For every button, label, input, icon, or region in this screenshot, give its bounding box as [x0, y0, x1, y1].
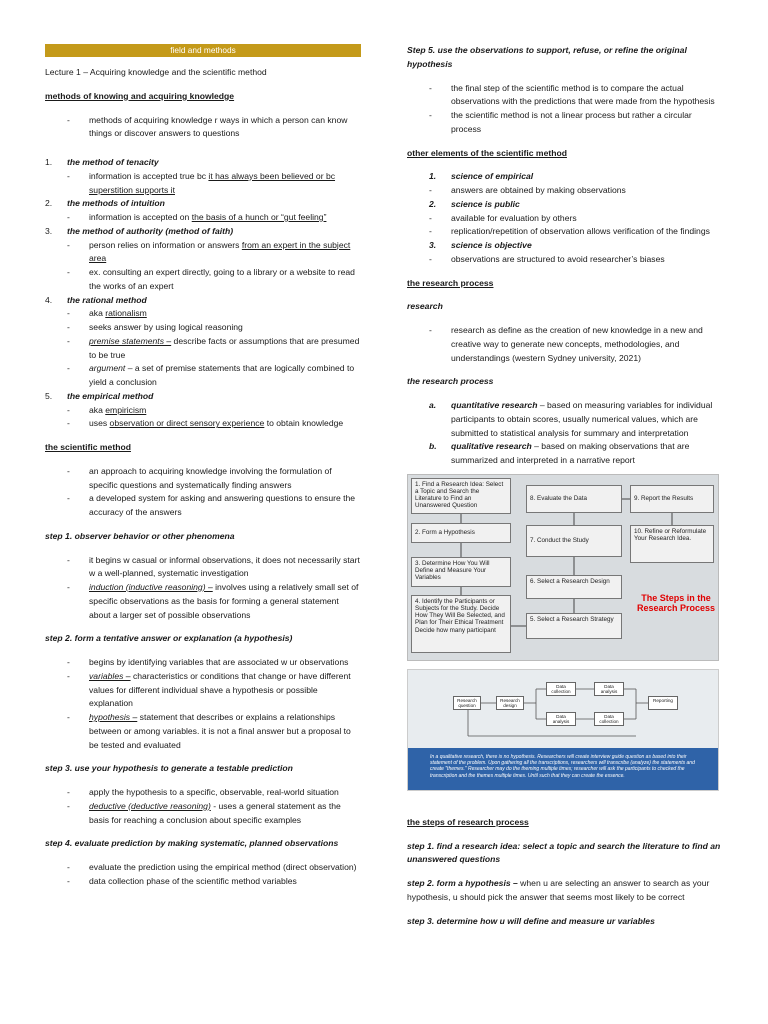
fig2-arrows	[408, 670, 718, 748]
method-empirical-title: 5. the empirical method	[45, 390, 154, 401]
element-objective-title: 3. science is objective	[429, 240, 532, 250]
scientific-method-desc-1: - an approach to acquiring knowledge involving the formulation of specific questions and systematically finding answers	[45, 465, 361, 493]
method-authority-title: 3. the method of authority (method of faith)	[45, 225, 234, 236]
fig-step-2: 2. Form a Hypothesis	[411, 523, 511, 543]
element-public-title: 2. science is public	[429, 198, 520, 209]
steps-research-heading: the steps of research process	[407, 816, 529, 827]
fig2-research-design: Research design	[496, 696, 524, 710]
element-empirical-desc: - answers are obtained by making observations	[407, 184, 723, 198]
step4-desc-2: - data collection phase of the scientific method variables	[45, 875, 361, 889]
research-step-1: step 1. find a research idea: select a topic and search the literature to find an unanswered questions	[407, 840, 721, 865]
research-steps-figure	[407, 474, 719, 661]
research-process-label: the research process	[407, 376, 494, 387]
methods-intro: - methods of acquiring knowledge r ways in which a person can know things or discover answers to questions	[45, 114, 361, 142]
step3-desc-1: - apply the hypothesis to a specific, observable, real-world situation	[45, 786, 361, 800]
fig-arrows	[408, 475, 718, 660]
fig2-caption: In a qualitative research, there is no hypothesis. Researchers will create interview guide question as based into their statement of the problem. Upon gathering all the transcriptions, researchers will transcribe (analyze) the statements and create "themes." Researcher may do the theming multiple times; researcher will ask the participants to checked the transcription and the themes multiple times. Until such that they can create the essence.	[430, 753, 695, 779]
step5-desc-1: - the final step of the scientific method is to compare the actual observations with the predictions that were made from the hypothesis	[407, 82, 723, 110]
fig-step-8: 8. Evaluate the Data	[526, 485, 622, 513]
fig-title: The Steps in the Research Process	[636, 592, 716, 614]
scientific-method-desc-2: - a developed system for asking and answering questions to ensure the accuracy of the answers	[45, 492, 361, 520]
element-objective-desc: - observations are structured to avoid researcher’s biases	[407, 253, 723, 267]
element-public-desc-1: - available for evaluation by others	[407, 212, 723, 226]
fig2-data-analysis-2: Data analysis	[546, 712, 576, 726]
research-step-2: step 2. form a hypothesis – when u are selecting an answer to search as your hypothesis, u should pick the answer that seems most likely to be correct	[407, 878, 710, 902]
fig-step-9: 9. Report the Results	[630, 485, 714, 513]
step2-desc-2: - variables – characteristics or conditions that change or have different values for different individual shave a hypothesis or possible explanation	[45, 670, 361, 711]
method-rational-desc-3: - premise statements – describe facts or assumptions that are presumed to be true	[45, 335, 361, 363]
method-intuition-desc: - information is accepted on the basis of a hunch or “gut feeling”	[45, 211, 361, 225]
methods-heading: methods of knowing and acquiring knowledge	[45, 90, 235, 101]
fig2-reporting: Reporting	[648, 696, 678, 710]
fig-step-1: 1. Find a Research Idea: Select a Topic and Search the Literature to Find an Unanswered Question	[411, 478, 511, 514]
method-rational-desc-1: - aka rationalism	[45, 307, 361, 321]
element-public-desc-2: - replication/repetition of observation allows verification of the findings	[407, 225, 723, 239]
quantitative-research: a. quantitative research – based on measuring variables for individual participants to obtain scores, usually numerical values, which are submitted to statistical analysis for summary and interpretation	[429, 400, 713, 438]
step1-desc-2: - induction (inductive reasoning) – involves using a relatively small set of specific observations as the basis for forming a general statement about a larger set of possible observations	[45, 581, 361, 622]
qualitative-research: b. qualitative research – based on making observations that are summarized and interpreted in a narrative report	[429, 441, 690, 465]
fig-step-6: 6. Select a Research Design	[526, 575, 622, 599]
method-rational-desc-2: - seeks answer by using logical reasoning	[45, 321, 361, 335]
fig2-research-question: Research question	[453, 696, 481, 710]
step1-heading: step 1. observer behavior or other phenomena	[45, 530, 235, 541]
method-authority-desc-2: - ex. consulting an expert directly, going to a library or a website to read the works of an expert	[45, 266, 361, 294]
step4-desc-1: - evaluate the prediction using the empirical method (direct observation)	[45, 861, 361, 875]
fig-step-4: 4. Identify the Participants or Subjects for the Study. Decide How They Will Be Selected, and Plan for Their Ethical Treatment Decide how many participant	[411, 595, 511, 653]
step2-desc-3: - hypothesis – statement that describes or explains a relationships between or among variables. it is not a final answer but a proposal to be tested and evaluated	[45, 711, 361, 752]
fig2-data-collection-1: Data collection	[546, 682, 576, 696]
lecture-title: Lecture 1 – Acquiring knowledge and the scientific method	[45, 67, 267, 77]
qualitative-flow-figure	[407, 669, 719, 791]
method-empirical-desc-1: - aka empiricism	[45, 404, 361, 418]
left-column	[45, 44, 361, 889]
research-step-3: step 3. determine how u will define and measure ur variables	[407, 915, 655, 926]
method-intuition-title: 2. the methods of intuition	[45, 198, 165, 209]
section-banner: field and methods	[45, 44, 361, 57]
step5-desc-2: - the scientific method is not a linear process but rather a circular process	[407, 109, 723, 137]
other-elements-heading: other elements of the scientific method	[407, 147, 567, 158]
element-empirical-title: 1. science of empirical	[429, 171, 534, 182]
fig-step-3: 3. Determine How You Will Define and Measure Your Variables	[411, 557, 511, 587]
method-empirical-desc-2: - uses observation or direct sensory experience to obtain knowledge	[45, 417, 361, 431]
method-authority-desc-1: - person relies on information or answers from an expert in the subject area	[45, 239, 361, 267]
method-tenacity-desc: - information is accepted true bc it has always been believed or bc superstition supports it	[45, 170, 361, 198]
step4-heading: step 4. evaluate prediction by making systematic, planned observations	[45, 838, 339, 849]
right-column	[407, 44, 723, 928]
research-label: research	[407, 301, 443, 312]
step2-desc-1: - begins by identifying variables that are associated w ur observations	[45, 656, 361, 670]
method-tenacity-title: 1. the method of tenacity	[45, 157, 159, 167]
step1-desc-1: - it begins w casual or informal observations, it does not necessarily start w a well-planned, systematic investigation	[45, 554, 361, 582]
step3-desc-2: - deductive (deductive reasoning) - uses a general statement as the basis for reaching a conclusion about specific examples	[45, 800, 361, 828]
fig-step-5: 5. Select a Research Strategy	[526, 613, 622, 639]
step2-heading: step 2. form a tentative answer or explanation (a hypothesis)	[45, 633, 293, 644]
research-definition: - research as define as the creation of new knowledge in a new and creative way to generate new concepts, methodologies, and understandings (western Sydney university, 2021)	[407, 324, 723, 365]
method-rational-title: 4. the rational method	[45, 294, 147, 305]
fig2-data-analysis-1: Data analysis	[594, 682, 624, 696]
fig-step-10: 10. Refine or Reformulate Your Research Idea.	[630, 525, 714, 563]
method-rational-desc-4: - argument – a set of premise statements that are logically combined to yield a conclusion	[45, 362, 361, 390]
research-process-heading: the research process	[407, 277, 494, 288]
scientific-method-heading: the scientific method	[45, 442, 131, 452]
step3-heading: step 3. use your hypothesis to generate a testable prediction	[45, 763, 293, 774]
fig-step-7: 7. Conduct the Study	[526, 525, 622, 557]
step5-heading: Step 5. use the observations to support, refuse, or refine the original hypothesis	[407, 45, 687, 69]
fig2-data-collection-2: Data collection	[594, 712, 624, 726]
